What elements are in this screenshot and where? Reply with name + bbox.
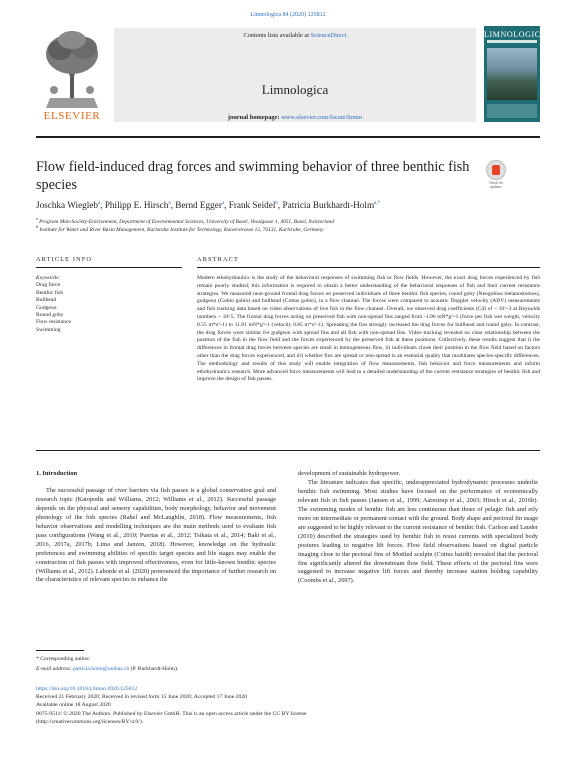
body-paragraph: The successful passage of river barriers via fish passes is a global conservation goal and research topic (Katopodis and Williams, 2012; Williams et al., 2012). Successful passage depends on the physical and sensory capabilities, body morphology, behavior and movement phenology of the fish species (Rahel and McLaughlin, 2018). Flow measurements, fish behavior observations and modelling techniques are the main methods used to evaluate fish pass configurations (Wang et al., 2010; Puertas et al., 2012; Tsikata et al., 2014; Baki et al., 2016, 2017a, 2017b; Lima and Janzen, 2018). However, knowledge on the hydraulic preferences and swimming abilities of specific target species and life stages may enable the construction of fish passes with improved effectiveness, even for little-known benthic species (Williams et al., 2012). Laborde et al. (2020) pronounced the importance of further research on the characteristics of relevant species to enhance the [36, 486, 276, 584]
email-label: E-mail address: [36, 666, 74, 672]
footnote-rule [36, 650, 84, 651]
homepage-line [114, 114, 476, 121]
homepage-label: journal homepage: [227, 114, 282, 121]
corresponding-author-note: * Corresponding author. [36, 656, 91, 662]
author-name[interactable]: Philipp E. Hirsch [104, 200, 169, 210]
keyword: Flow resistance [36, 319, 71, 326]
cover-bottom [487, 104, 537, 118]
doi-link[interactable]: https://doi.org/10.1016/j.limno.2020.125812 [36, 686, 138, 692]
article-info-heading: ARTICLE INFO [36, 256, 93, 263]
keyword: Bullhead [36, 297, 57, 304]
update-badge-icon [486, 160, 506, 180]
author-list: Joschka Wiegleb$^a$, Philipp E. Hirsch$^a$, Bernd Egger$^a$, Frank Seidel$^b$, Patricia Burkhardt-Holm$^{a,*}$ [36, 200, 381, 210]
license-statement: 0075-9511/ © 2020 The Authors. Published by Elsevier GmbH. This is an open access article under the CC BY license [36, 711, 307, 718]
author-name[interactable]: Frank Seidel [228, 200, 276, 210]
keyword: Round goby [36, 312, 64, 319]
journal-header [36, 26, 548, 130]
body-paragraph: The literature indicates that specific, underappreciated hydrodynamic processes underlie benthic fish swimming. Most studies have focused on the performance of economically relevant fish in fish passes (Jansen et al., 1999; Aarestrup et al., 2003; Hirsch et al., 2016b). The swimming modes of benthic fish are less continuous than those of pelagic fish and rely more on intermediate or permanent contact with the ground. Body shape and pectoral fin usage are suggested to be highly relevant to the current resistance of benthic fish. Carlson and Lauder (2010) described the strategies used by benthic fish to resist currents with specialized body postures leading to negative lift forces. Flow field observations based on digital particle imaging close to the pectoral fins of Mottled sculpin (Cottus bairdi) revealed that the pectoral fins significantly altered the downstream flow field. These effects of the pectoral fins were suggested to increase negative lift forces and thereby increase station holding capability (Coombs et al., 2007). [298, 478, 538, 585]
journal-reference[interactable]: Limnologica 84 (2020) 125812 [250, 12, 326, 18]
keyword: Gudgeon [36, 304, 57, 311]
check-for-updates-badge[interactable] [484, 160, 508, 188]
keyword: Swimming [36, 326, 61, 333]
sciencedirect-link[interactable]: ScienceDirect [310, 32, 347, 39]
body-column-left [36, 470, 276, 585]
cover-bar [487, 40, 537, 43]
update-badge-text: Check for updates [488, 181, 504, 189]
affiliation-b: $^b$ Institute for Water and River Basin Management, Karlsruhe Institute for Technology, Kaiserstrasse 12, 76131, Karlsruhe, Germany [36, 224, 324, 233]
body-column-right [298, 470, 538, 586]
article-footer [36, 686, 540, 727]
contents-prefix: Contents lists available at [243, 32, 311, 39]
publisher-logo[interactable] [36, 26, 108, 130]
abstract-bottom-rule [36, 450, 540, 451]
cover-photo [487, 48, 537, 100]
email-note [36, 666, 540, 674]
journal-name: Limnologica [261, 82, 329, 97]
author-name[interactable]: Patricia Burkhardt-Holm [282, 200, 375, 210]
journal-masthead [114, 28, 476, 122]
abstract-rule [197, 267, 540, 268]
email-suffix: (P. Burkhardt-Holm). [129, 666, 179, 672]
article-title: Flow field-induced drag forces and swimming behavior of three benthic fish species [36, 159, 470, 193]
publisher-name: ELSEVIER [43, 110, 101, 122]
author-name[interactable]: Bernd Egger [175, 200, 222, 210]
abstract-text: Modern ethohydraulics is the study of the behavioral responses of swimming fish to flow fields. However, the exact drag forces experienced by fish remain poorly studied; this information is required to obtain a better understanding of the behavioral responses of fish and their current resistance strategies. We measured near-ground frontal drag forces on preserved individuals of three benthic fish species, round goby (Neogobius melanostomus), gudgeon (Gobio gobio) and bullhead (Cottus gobio), in a flow channel. The forces were compared to acoustic Doppler velocity (ADV) measurements and fish tracking data based on video observations of live fish in the flow channel. Overall, we observed drag coefficients (Cd) of ~ 10^-3 at Reynolds numbers ~ 10^5. The frontal drag forces acting on preserved fish with non-spread fins ranged from -1.96 mN*g^-1 (force per fish wet weight, velocity 0.55 m*s^-1) to 11.01 mN*g^-1 (velocity 0.85 m*s^-1). Spreading the fins strongly increased the drag forces for bullhead and round goby. In contrast, the drag forces were similar for gudgeon with spread fins and all fish with non-spread fins. Video tracking revealed no clear relationship between the position of the fish in the flow field and the forces experienced by the preserved fish at these positions. Collectively, these results suggest that i) the differences in frontal drag forces between species are small in homogeneous flow, ii) individuals chose their position in the flow field based on factors other than the drag forces experienced, and iii) whether fins are spread or non-spread is an essential quality that modulates species-specific differences. The methodology and results of this study will enable integration of flow measurements, fish behavior and force measurements and inform ethohydraulics research. More advanced force measurements will lead to a detailed understanding of the current resistance strategies of benthic fish and improve the design of fish passes. [197, 275, 540, 383]
author-affiliation-marker[interactable]: a,* [374, 200, 381, 206]
contents-line [114, 32, 476, 39]
author-affiliation-marker[interactable]: b [275, 200, 278, 206]
body-paragraph: development of sustainable hydropower. [298, 470, 401, 477]
elsevier-tree-icon [40, 28, 104, 110]
author-name[interactable]: Joschka Wiegleb [36, 200, 98, 210]
article-info-rule [36, 267, 182, 268]
license-url[interactable]: (http://creativecommons.org/licenses/BY/4.0/). [36, 719, 144, 726]
abstract-heading: ABSTRACT [197, 256, 239, 263]
author-affiliation-marker[interactable]: a [168, 200, 171, 206]
journal-cover-thumbnail[interactable] [484, 26, 548, 122]
author-affiliation-marker[interactable]: a [221, 200, 225, 206]
keyword: Drag force [36, 282, 61, 289]
author-affiliation-marker[interactable]: a [97, 200, 101, 206]
header-rule [36, 136, 540, 138]
keywords-list [36, 275, 156, 334]
keyword: Benthic fish [36, 289, 64, 296]
received-dates: Received 21 February 2020; Received in revised form 15 June 2020; Accepted 17 June 2020 [36, 693, 248, 700]
available-online-date: Available online 18 August 2020 [36, 701, 111, 708]
email-link[interactable]: patricia.holm@unibas.ch [73, 666, 130, 672]
keywords-label: Keywords: [36, 275, 61, 281]
cover-title: LIMNOLOGICA [484, 30, 548, 39]
affiliation-a: $^a$ Program Man-Society-Environment, Department of Environmental Sciences, University of Basel, Vesalgasse 1, 4051, Basel, Switzerland [36, 216, 334, 225]
section-heading-introduction: 1. Introduction [36, 470, 78, 477]
homepage-link[interactable]: www.elsevier.com/locate/limno [281, 114, 363, 121]
